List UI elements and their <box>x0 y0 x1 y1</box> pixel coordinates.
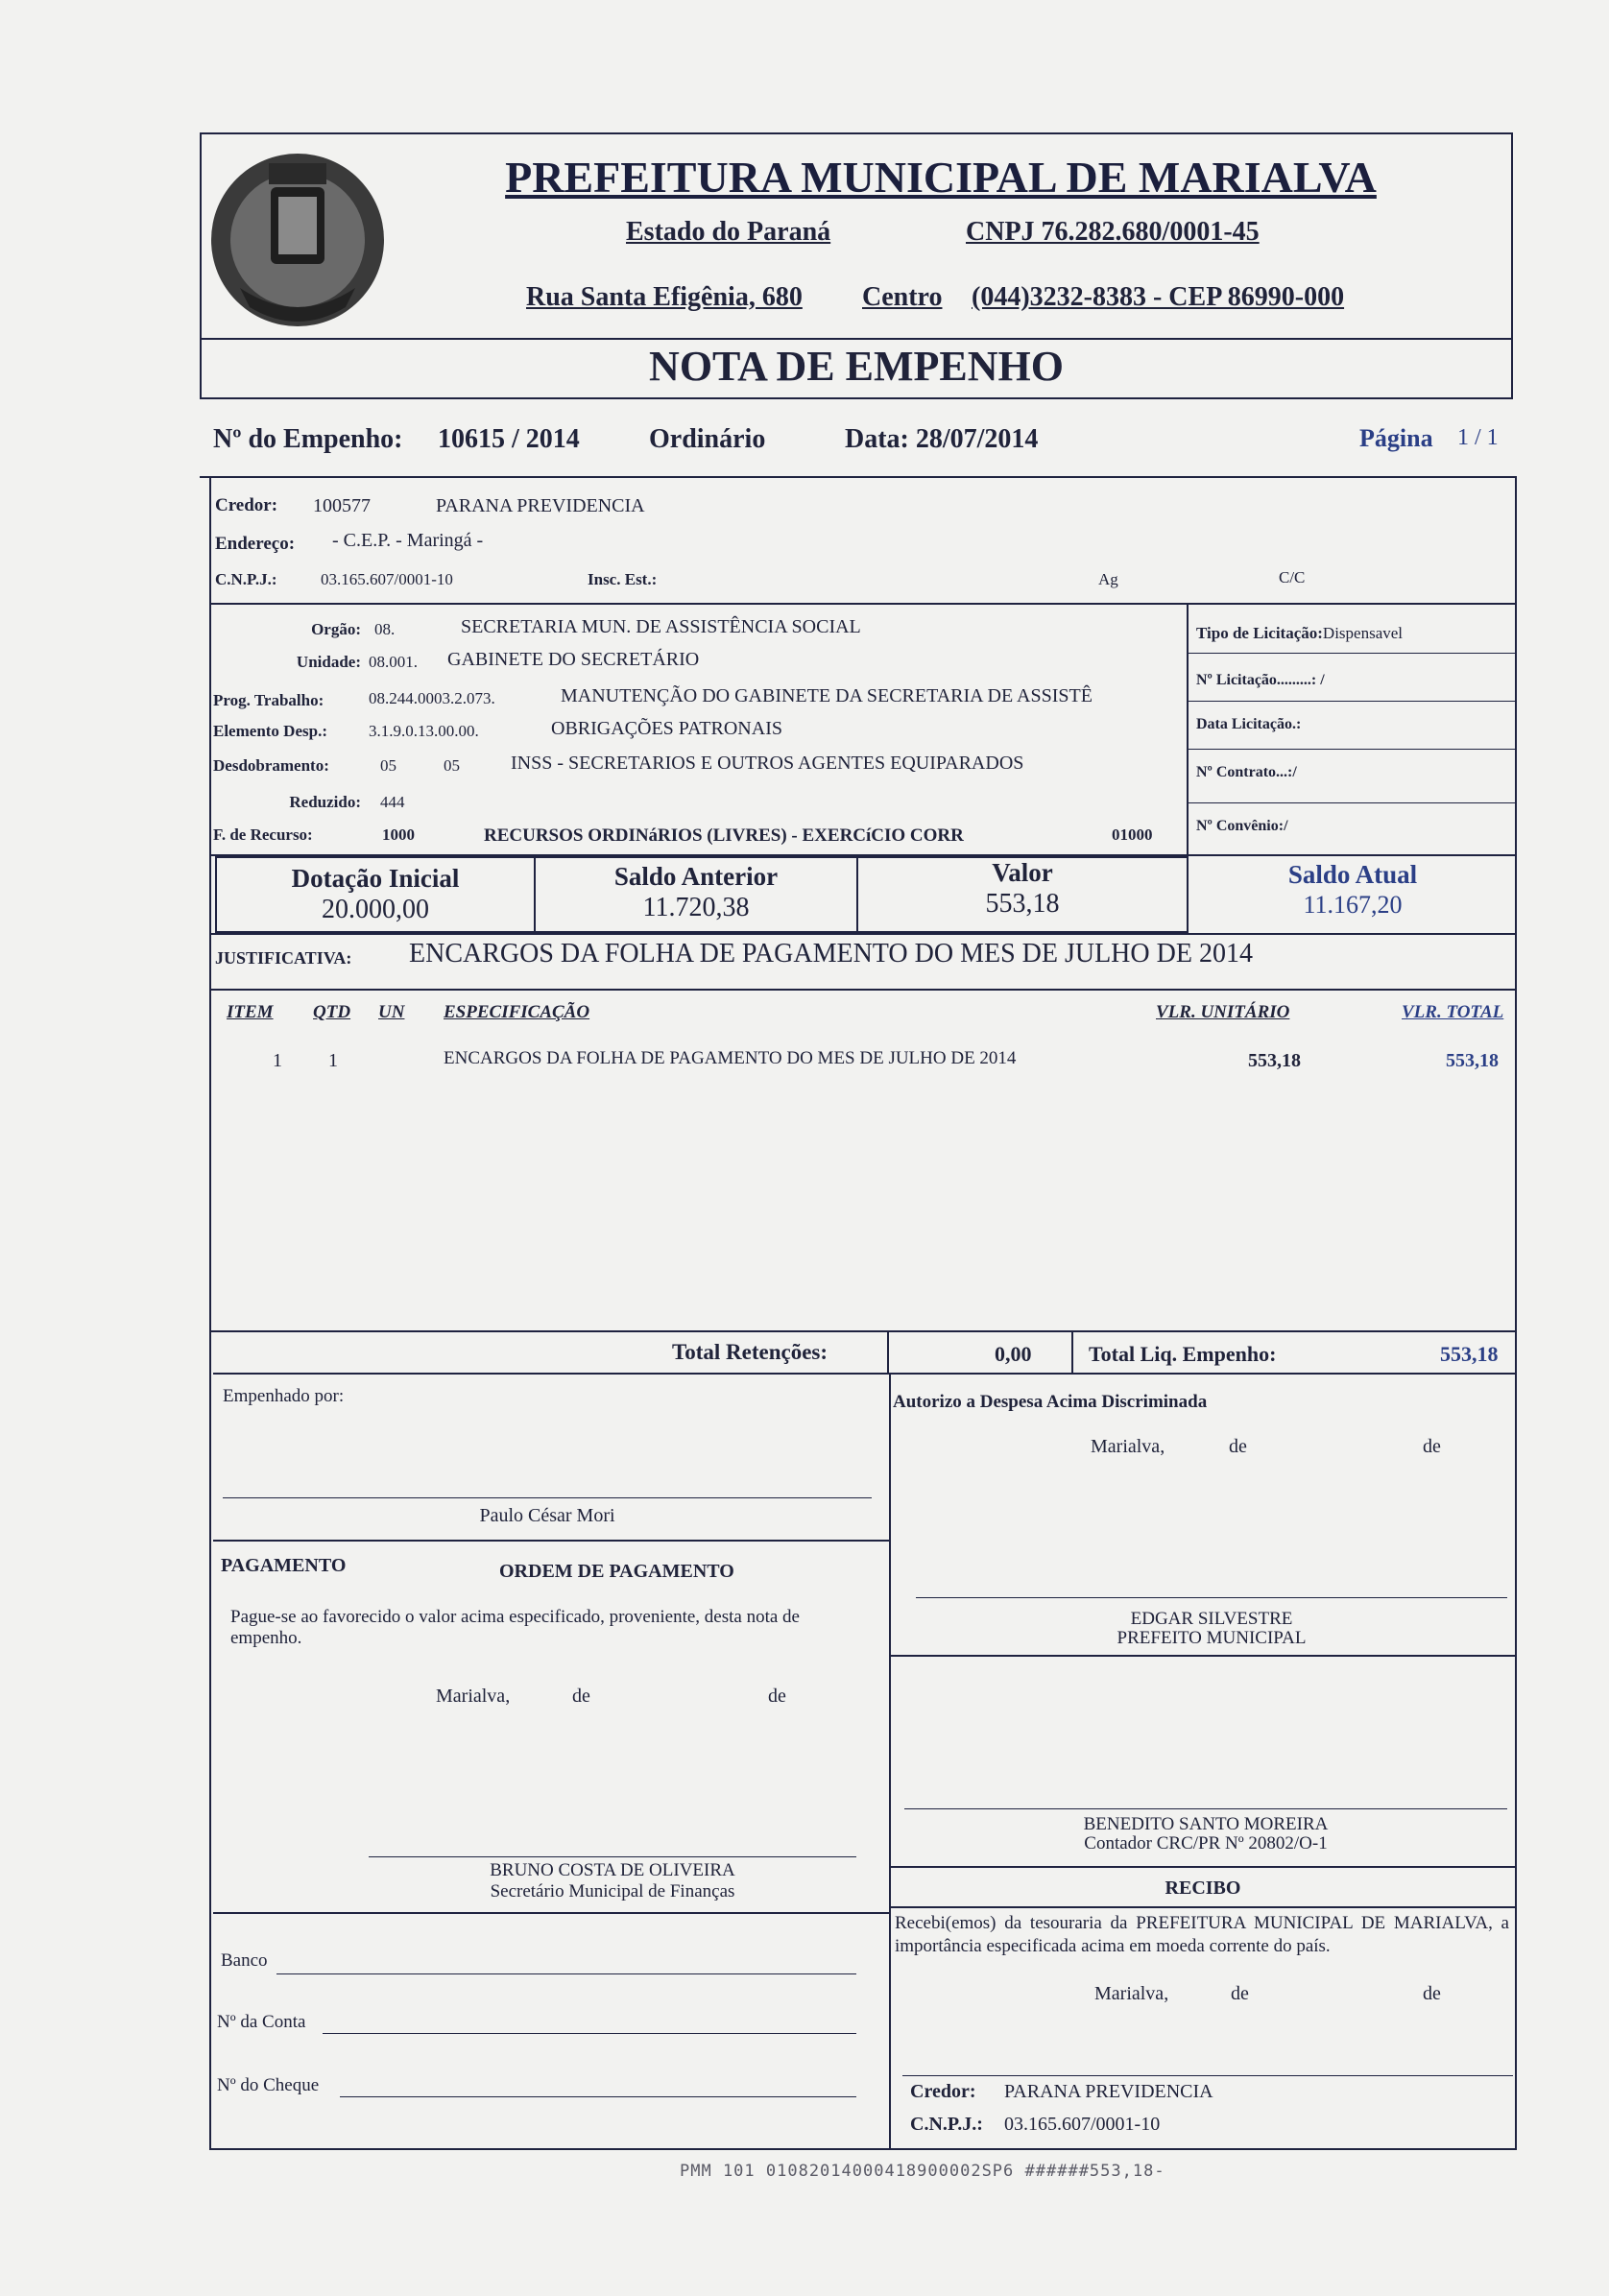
contador-title: Contador CRC/PR Nº 20802/O-1 <box>1084 1833 1328 1854</box>
licitacao-date: Data Licitação.: <box>1196 716 1302 732</box>
conta-label: Nº da Conta <box>217 2012 306 2032</box>
licitacao-number: Nº Licitação.........: / <box>1196 672 1325 688</box>
recibo-credor-name: PARANA PREVIDENCIA <box>1004 2081 1213 2102</box>
reduzido-label: Reduzido: <box>289 793 361 811</box>
cnpj-label: CNPJ 76.282.680/0001-45 <box>966 217 1260 247</box>
retencoes-value: 0,00 <box>995 1342 1032 1366</box>
pagamento-marialva: Marialva, <box>436 1686 511 1707</box>
prog-code: 08.244.0003.2.073. <box>369 689 495 707</box>
recibo-title: RECIBO <box>1165 1877 1241 1899</box>
autorizo-de-1: de <box>1229 1436 1247 1457</box>
col-qtd: QTD <box>313 1002 351 1022</box>
autorizo-label: Autorizo a Despesa Acima Discriminada <box>893 1392 1208 1412</box>
orgao-code: 08. <box>374 620 396 638</box>
desdobramento-a: 05 <box>380 756 396 775</box>
elemento-code: 3.1.9.0.13.00.00. <box>369 722 479 740</box>
justificativa-label: JUSTIFICATIVA: <box>215 948 352 968</box>
saldo-anterior-label: Saldo Anterior <box>613 862 779 891</box>
credor-label: Credor: <box>215 495 278 515</box>
contador-name: BENEDITO SANTO MOREIRA <box>1083 1814 1329 1834</box>
endereco-label: Endereço: <box>215 534 296 554</box>
secretario-name: BRUNO COSTA DE OLIVEIRA <box>490 1860 735 1880</box>
prefeito-name: EDGAR SILVESTRE <box>1130 1609 1293 1629</box>
pagamento-text: Pague-se ao favorecido o valor acima especificado, proveniente, desta nota de empenho. <box>230 1607 800 1648</box>
empenho-type: Ordinário <box>649 424 766 454</box>
saldo-atual-label: Saldo Atual <box>1287 860 1418 889</box>
unidade-label: Unidade: <box>296 653 361 671</box>
desdobramento-label: Desdobramento: <box>213 756 329 775</box>
elemento-name: OBRIGAÇÕES PATRONAIS <box>551 718 782 739</box>
district-label: Centro <box>862 282 943 312</box>
elemento-label: Elemento Desp.: <box>213 722 327 740</box>
tipo-licitacao-value: Dispensavel <box>1322 624 1404 642</box>
dotacao-value: 20.000,00 <box>322 895 429 924</box>
phone-cep-label: (044)3232-8383 - CEP 86990-000 <box>972 282 1345 312</box>
autorizo-marialva: Marialva, <box>1091 1436 1165 1457</box>
recibo-de-2: de <box>1423 1983 1441 2004</box>
pagamento-de-2: de <box>768 1686 786 1707</box>
recibo-marialva: Marialva, <box>1094 1983 1169 2004</box>
ag-label: Ag <box>1098 570 1118 588</box>
endereco-value: - C.E.P. - Maringá - <box>332 530 484 551</box>
item-qtd: 1 <box>328 1050 338 1071</box>
cheque-label: Nº do Cheque <box>217 2075 320 2095</box>
tipo-licitacao-text: Tipo de Licitação: <box>1196 624 1323 642</box>
contrato-number: Nº Contrato...:/ <box>1196 764 1297 780</box>
justificativa-text: ENCARGOS DA FOLHA DE PAGAMENTO DO MES DE JULHO DE 2014 <box>409 939 1253 969</box>
credor-name: PARANA PREVIDENCIA <box>436 495 645 516</box>
recurso-code: 1000 <box>382 825 415 844</box>
page-label: Página <box>1359 424 1433 452</box>
col-spec: ESPECIFICAÇÃO <box>444 1002 590 1022</box>
page-title: PREFEITURA MUNICIPAL DE MARIALVA <box>505 153 1377 202</box>
empenhado-por-label: Empenhado por: <box>223 1386 345 1406</box>
credor-cnpj: 03.165.607/0001-10 <box>321 570 453 588</box>
tipo-licitacao-label <box>1196 624 1403 643</box>
col-total: VLR. TOTAL <box>1402 1002 1504 1022</box>
saldo-atual-value: 11.167,20 <box>1303 891 1403 919</box>
col-un: UN <box>378 1002 405 1022</box>
valor-value: 553,18 <box>985 889 1060 919</box>
empenhado-por-name: Paulo César Mori <box>479 1505 615 1526</box>
desdobramento-b: 05 <box>444 756 460 775</box>
saldo-anterior-value: 11.720,38 <box>642 893 750 922</box>
recurso-label: F. de Recurso: <box>213 825 313 844</box>
prog-label: Prog. Trabalho: <box>213 691 324 709</box>
recibo-de-1: de <box>1231 1983 1249 2004</box>
pagamento-de-1: de <box>572 1686 590 1707</box>
item-unit-value: 553,18 <box>1248 1050 1301 1071</box>
address-label: Rua Santa Efigênia, 680 <box>526 282 803 312</box>
dotacao-label: Dotação Inicial <box>291 864 460 893</box>
unidade-code: 08.001. <box>369 653 418 671</box>
banco-label: Banco <box>221 1950 268 1971</box>
recibo-cnpj-label: C.N.P.J.: <box>910 2114 983 2135</box>
recibo-cnpj-value: 03.165.607/0001-10 <box>1004 2114 1161 2135</box>
ordem-pagamento-label: ORDEM DE PAGAMENTO <box>499 1561 734 1582</box>
prefeito-title: PREFEITO MUNICIPAL <box>1117 1628 1307 1648</box>
empenho-number-label: Nº do Empenho: <box>213 424 403 454</box>
orgao-label: Orgão: <box>311 620 361 638</box>
item-total-value: 553,18 <box>1446 1050 1499 1071</box>
valor-label: Valor <box>992 858 1053 887</box>
liq-empenho-value: 553,18 <box>1440 1342 1499 1366</box>
page-number: 1 / 1 <box>1457 425 1499 450</box>
retencoes-label: Total Retenções: <box>672 1340 829 1364</box>
secretario-title: Secretário Municipal de Finanças <box>490 1881 735 1901</box>
orgao-name: SECRETARIA MUN. DE ASSISTÊNCIA SOCIAL <box>461 616 861 637</box>
recurso-name: RECURSOS ORDINáRIOS (LIVRES) - EXERCíCIO CORR <box>484 825 964 846</box>
pagamento-label: PAGAMENTO <box>221 1555 347 1576</box>
recibo-credor-label: Credor: <box>910 2081 976 2102</box>
col-unit: VLR. UNITÁRIO <box>1156 1002 1290 1022</box>
footer-code: PMM 101 01082014000418900002SP6 ######553,18- <box>680 2162 1165 2181</box>
col-item: ITEM <box>227 1002 274 1022</box>
convenio-number: Nº Convênio:/ <box>1196 818 1288 834</box>
recurso-number: 01000 <box>1112 825 1153 844</box>
unidade-name: GABINETE DO SECRETÁRIO <box>447 649 700 670</box>
prog-name: MANUTENÇÃO DO GABINETE DA SECRETARIA DE ASSISTÊ <box>561 685 1093 706</box>
empenho-number: 10615 / 2014 <box>438 424 580 454</box>
insc-est-label: Insc. Est.: <box>588 570 658 588</box>
document-title: NOTA DE EMPENHO <box>649 343 1064 390</box>
reduzido-value: 444 <box>380 793 405 811</box>
item-spec: ENCARGOS DA FOLHA DE PAGAMENTO DO MES DE JULHO DE 2014 <box>444 1048 1017 1068</box>
empenho-date: Data: 28/07/2014 <box>845 424 1039 454</box>
liq-empenho-label: Total Liq. Empenho: <box>1089 1342 1277 1366</box>
item-number: 1 <box>273 1050 282 1071</box>
cc-label: C/C <box>1279 568 1306 586</box>
state-label: Estado do Paraná <box>626 217 831 247</box>
autorizo-de-2: de <box>1423 1436 1441 1457</box>
recibo-text: Recebi(emos) da tesouraria da PREFEITURA MUNICIPAL DE MARIALVA, a importância especificada acima em moeda corrente do país. <box>895 1913 1509 1956</box>
credor-cnpj-label: C.N.P.J.: <box>215 570 277 588</box>
desdobramento-name: INSS - SECRETARIOS E OUTROS AGENTES EQUIPARADOS <box>511 753 1024 774</box>
credor-code: 100577 <box>313 495 371 516</box>
